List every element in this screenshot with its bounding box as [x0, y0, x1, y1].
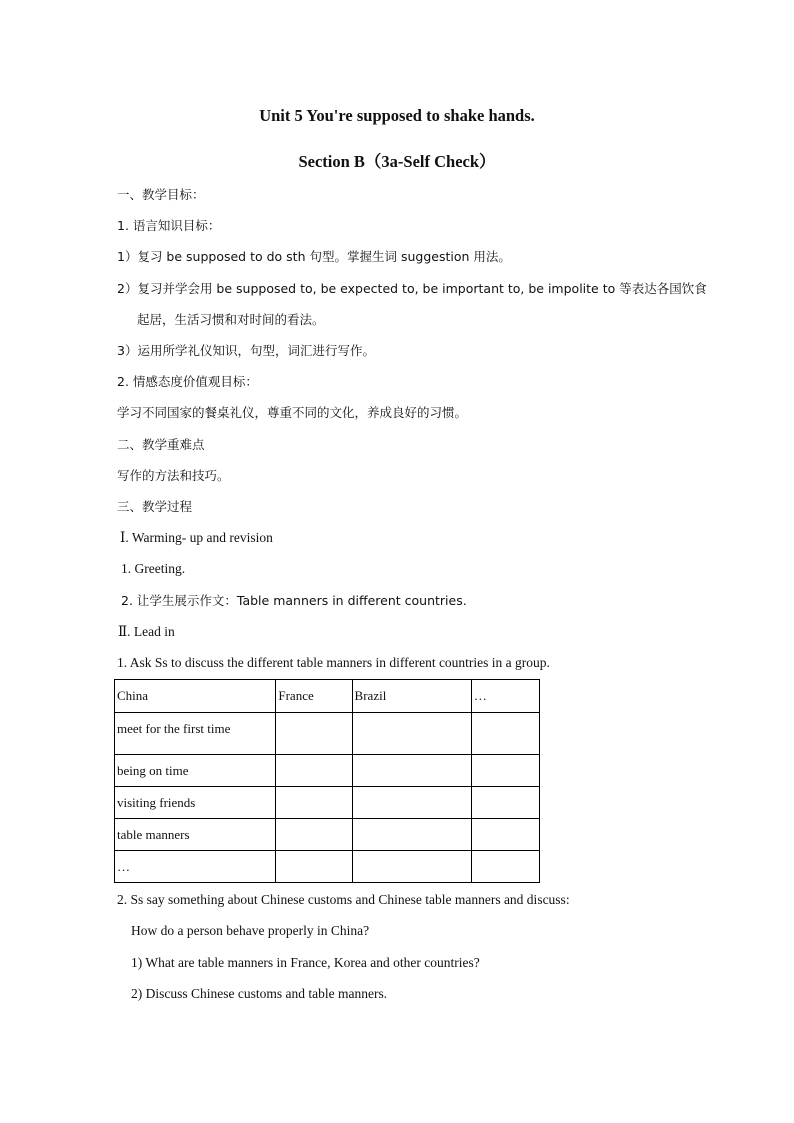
question-behave-properly: How do a person behave properly in China?: [131, 923, 370, 938]
row-label: …: [115, 851, 276, 883]
step-warming-up: Ⅰ. Warming- up and revision: [120, 530, 273, 545]
header-more: …: [471, 680, 539, 713]
row-label: meet for the first time: [115, 713, 276, 755]
table-cell: [471, 755, 539, 787]
objective-attitude-text: 学习不同国家的餐桌礼仪，尊重不同的文化，养成良好的习惯。: [117, 405, 468, 420]
row-label: being on time: [115, 755, 276, 787]
table-header-row: [115, 680, 540, 713]
table-cell: [471, 713, 539, 755]
objective-item-3: 3）运用所学礼仪知识，句型，词汇进行写作。: [117, 343, 375, 358]
objective-attitude: 2. 情感态度价值观目标：: [117, 374, 258, 389]
heading-key-points: 二、教学重难点: [117, 437, 205, 452]
table-manners-grid: [114, 679, 540, 883]
table-cell: [276, 755, 352, 787]
header-china: China: [115, 680, 276, 713]
table-row: [115, 851, 540, 883]
table-cell: [276, 787, 352, 819]
row-label: visiting friends: [115, 787, 276, 819]
question-discuss: 2) Discuss Chinese customs and table manners.: [131, 986, 388, 1001]
row-label: table manners: [115, 819, 276, 851]
table-row: [115, 755, 540, 787]
table-cell: [276, 819, 352, 851]
step-discuss-instruction: 1. Ask Ss to discuss the different table manners in different countries in a group.: [117, 655, 550, 670]
table-cell: [352, 755, 471, 787]
step-lead-in: Ⅱ. Lead in: [118, 624, 175, 639]
table-cell: [471, 819, 539, 851]
heading-teaching-objectives: 一、教学目标：: [117, 187, 205, 202]
step-chinese-customs: 2. Ss say something about Chinese customs and Chinese table manners and discuss:: [117, 892, 570, 907]
table-row: [115, 787, 540, 819]
objective-item-2-cont: 起居，生活习惯和对时间的看法。: [137, 312, 325, 327]
objective-language-knowledge: 1. 语言知识目标：: [117, 218, 221, 233]
table-row: [115, 713, 540, 755]
step-show-composition: 2. 让学生展示作文：Table manners in different countries.: [121, 593, 467, 608]
table-cell: [352, 787, 471, 819]
table-cell: [352, 851, 471, 883]
question-table-manners: 1) What are table manners in France, Korea and other countries?: [131, 955, 480, 970]
header-brazil: Brazil: [352, 680, 471, 713]
table-cell: [352, 713, 471, 755]
table-cell: [471, 787, 539, 819]
unit-title: Unit 5 You're supposed to shake hands.: [259, 106, 535, 125]
step-greeting: 1. Greeting.: [121, 561, 186, 576]
table-cell: [471, 851, 539, 883]
table-row: [115, 819, 540, 851]
objective-item-1: 1）复习 be supposed to do sth 句型。掌握生词 suggestion 用法。: [117, 249, 511, 264]
objective-item-2: 2）复习并学会用 be supposed to, be expected to, be important to, be impolite to 等表达各国饮食: [117, 281, 707, 296]
table-cell: [276, 713, 352, 755]
table-cell: [276, 851, 352, 883]
section-title: Section B（3a-Self Check）: [298, 152, 496, 171]
table-cell: [352, 819, 471, 851]
heading-teaching-process: 三、教学过程: [117, 499, 193, 514]
header-france: France: [276, 680, 352, 713]
key-points-text: 写作的方法和技巧。: [117, 468, 230, 483]
